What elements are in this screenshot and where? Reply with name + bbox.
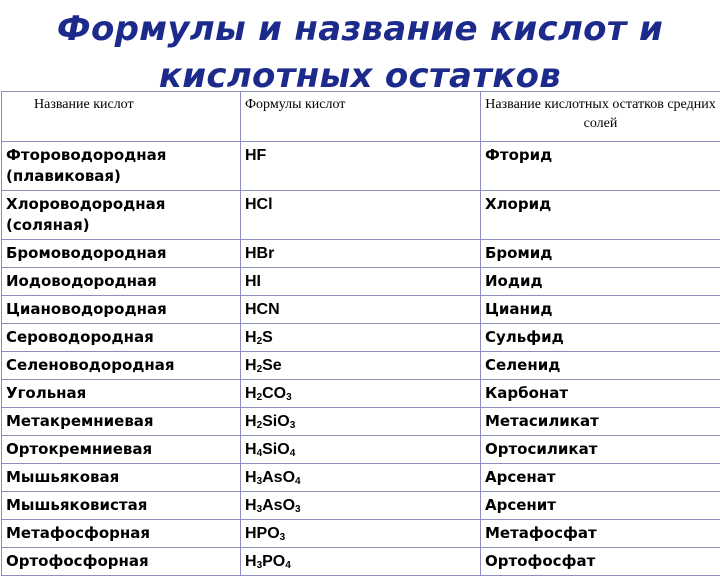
acid-name-cell: Хлороводородная (соляная) xyxy=(2,191,241,240)
formula-subscript: 3 xyxy=(257,560,263,571)
residue-name-cell: Ортосиликат xyxy=(481,436,720,464)
acid-name-cell: Метафосфорная xyxy=(2,520,241,548)
acid-formula-cell xyxy=(241,436,481,464)
formula-part: S xyxy=(262,329,273,346)
acid-name-cell: Сероводородная xyxy=(2,324,241,352)
acids-table xyxy=(1,91,720,576)
formula-part: CO xyxy=(262,385,286,402)
formula-part: Se xyxy=(262,357,282,374)
residue-name-cell: Хлорид xyxy=(481,191,720,240)
acid-formula-cell xyxy=(241,191,481,240)
formula-part: AsO xyxy=(262,497,295,514)
table-body xyxy=(2,142,720,576)
residue-name-cell: Метасиликат xyxy=(481,408,720,436)
formula-subscript: 3 xyxy=(257,504,263,515)
formula-part: HBr xyxy=(245,245,274,262)
acid-formula-cell xyxy=(241,492,481,520)
residue-name-cell: Метафосфат xyxy=(481,520,720,548)
formula-part: HF xyxy=(245,147,266,164)
table-row xyxy=(2,296,720,324)
acid-name-cell: Иодоводородная xyxy=(2,268,241,296)
acid-formula-cell xyxy=(241,324,481,352)
formula-part: HPO xyxy=(245,525,280,542)
formula-part: H xyxy=(245,497,257,514)
residue-name-cell: Арсенат xyxy=(481,464,720,492)
formula-part: H xyxy=(245,441,257,458)
formula-subscript: 3 xyxy=(286,392,292,403)
header-residue-name: Название кислотных остатков средних солей xyxy=(481,92,720,142)
acid-name-cell: Фтороводородная (плавиковая) xyxy=(2,142,241,191)
formula-subscript: 4 xyxy=(257,448,263,459)
acid-formula-cell xyxy=(241,268,481,296)
acid-formula-cell xyxy=(241,296,481,324)
table-row xyxy=(2,492,720,520)
acid-name-cell: Циановодородная xyxy=(2,296,241,324)
formula-subscript: 2 xyxy=(257,336,263,347)
acid-name-cell: Ортофосфорная xyxy=(2,548,241,576)
acid-name-cell: Угольная xyxy=(2,380,241,408)
slide-title xyxy=(0,6,720,100)
table-row xyxy=(2,380,720,408)
formula-subscript: 4 xyxy=(295,476,301,487)
table-row xyxy=(2,268,720,296)
acid-formula-cell xyxy=(241,520,481,548)
table-row xyxy=(2,520,720,548)
acid-formula-cell xyxy=(241,408,481,436)
table-row xyxy=(2,240,720,268)
table-row xyxy=(2,352,720,380)
formula-part: H xyxy=(245,329,257,346)
title-line-1: Формулы и название кислот и xyxy=(0,6,720,53)
formula-subscript: 4 xyxy=(290,448,296,459)
acid-formula-cell xyxy=(241,352,481,380)
table-row xyxy=(2,191,720,240)
title-line-2: кислотных остатков xyxy=(0,53,720,100)
table-header-row xyxy=(2,92,720,142)
table-row xyxy=(2,142,720,191)
acid-formula-cell xyxy=(241,464,481,492)
residue-name-cell: Фторид xyxy=(481,142,720,191)
table-row xyxy=(2,464,720,492)
acid-formula-cell xyxy=(241,548,481,576)
formula-part: HCN xyxy=(245,301,280,318)
acid-name-cell: Метакремниевая xyxy=(2,408,241,436)
formula-part: H xyxy=(245,469,257,486)
acid-name-cell: Селеноводородная xyxy=(2,352,241,380)
table-row xyxy=(2,408,720,436)
formula-part: H xyxy=(245,553,257,570)
formula-subscript: 3 xyxy=(295,504,301,515)
formula-part: H xyxy=(245,385,257,402)
formula-subscript: 3 xyxy=(290,420,296,431)
formula-part: AsO xyxy=(262,469,295,486)
header-acid-formula: Формулы кислот xyxy=(241,92,481,142)
formula-subscript: 4 xyxy=(285,560,291,571)
table-row xyxy=(2,436,720,464)
formula-part: SiO xyxy=(262,441,290,458)
formula-part: HCl xyxy=(245,196,273,213)
formula-subscript: 3 xyxy=(280,532,286,543)
table-row xyxy=(2,548,720,576)
residue-name-cell: Селенид xyxy=(481,352,720,380)
residue-name-cell: Цианид xyxy=(481,296,720,324)
formula-subscript: 2 xyxy=(257,420,263,431)
acid-formula-cell xyxy=(241,380,481,408)
table-row xyxy=(2,324,720,352)
acid-formula-cell xyxy=(241,240,481,268)
formula-subscript: 2 xyxy=(257,392,263,403)
formula-part: H xyxy=(245,357,257,374)
header-acid-name: Название кислот xyxy=(2,92,241,142)
residue-name-cell: Бромид xyxy=(481,240,720,268)
formula-subscript: 3 xyxy=(257,476,263,487)
formula-part: H xyxy=(245,413,257,430)
formula-part: PO xyxy=(262,553,285,570)
residue-name-cell: Ортофосфат xyxy=(481,548,720,576)
residue-name-cell: Иодид xyxy=(481,268,720,296)
formula-part: HI xyxy=(245,273,261,290)
residue-name-cell: Сульфид xyxy=(481,324,720,352)
formula-part: SiO xyxy=(262,413,290,430)
acid-name-cell: Мышьяковая xyxy=(2,464,241,492)
formula-subscript: 2 xyxy=(257,364,263,375)
acid-name-cell: Мышьяковистая xyxy=(2,492,241,520)
residue-name-cell: Карбонат xyxy=(481,380,720,408)
acid-name-cell: Бромоводородная xyxy=(2,240,241,268)
acid-formula-cell xyxy=(241,142,481,191)
residue-name-cell: Арсенит xyxy=(481,492,720,520)
acid-name-cell: Ортокремниевая xyxy=(2,436,241,464)
